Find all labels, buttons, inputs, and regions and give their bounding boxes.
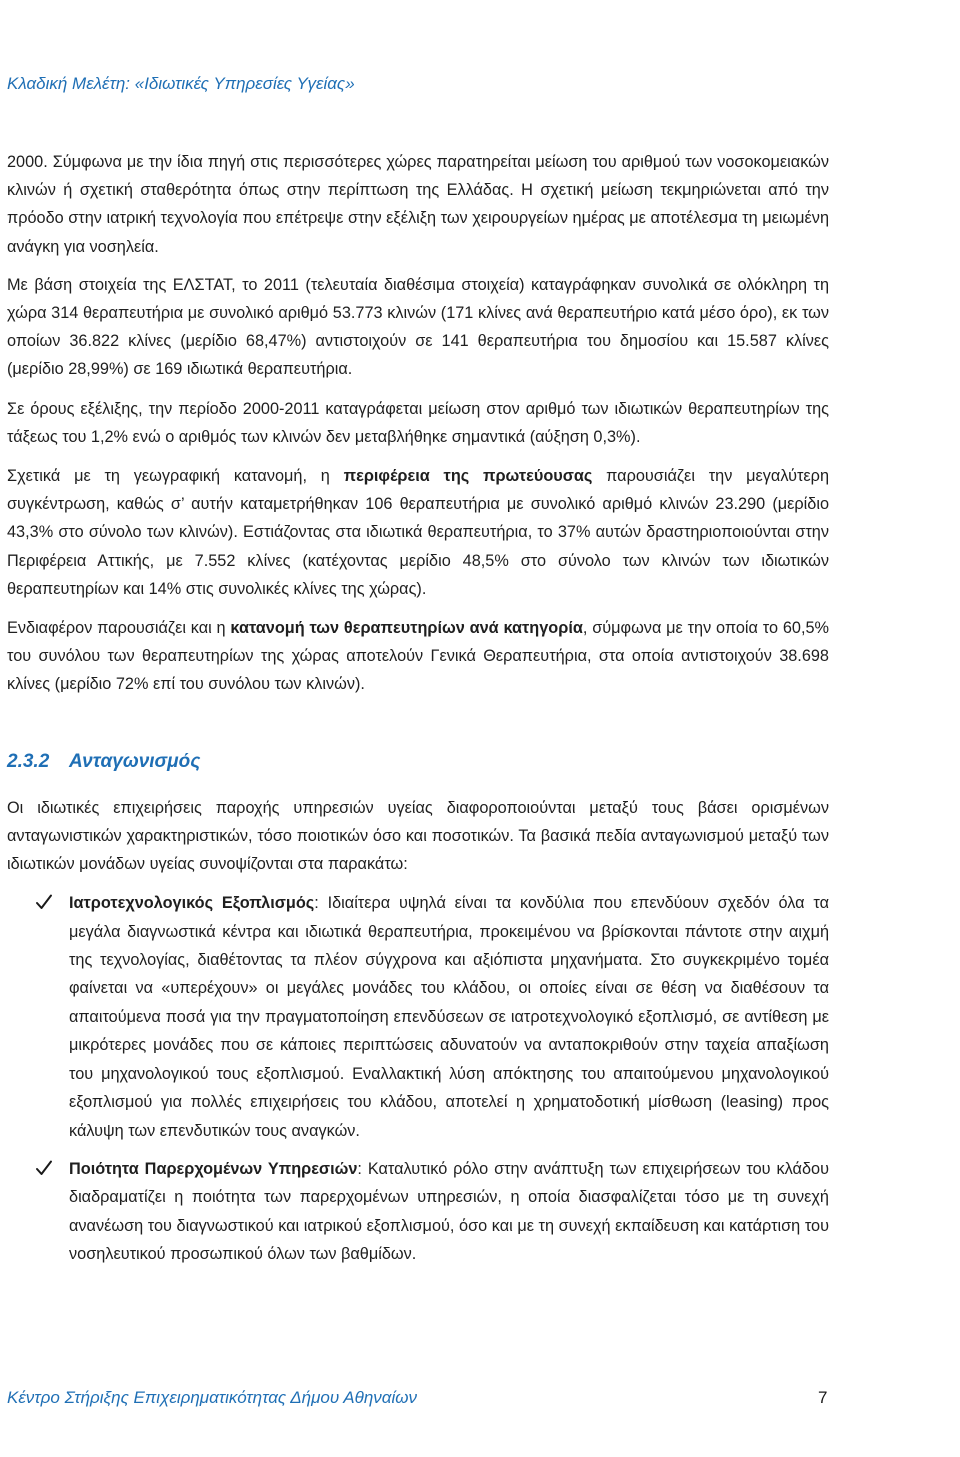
emphasis-category-distribution: κατανομή των θεραπευτηρίων ανά κατηγορία	[230, 619, 583, 638]
paragraph-geographic-distribution	[7, 462, 829, 603]
paragraph-evolution-2000-2011: Σε όρους εξέλιξης, την περίοδο 2000-2011 καταγράφεται μείωση στον αριθμό των ιδιωτικών θεραπευτηρίων της τάξεως του 1,2% ενώ ο αριθμός των κλινών δεν μεταβλήθηκε σημαντικά (αύξηση 0,3%).	[7, 399, 829, 446]
section-title: Ανταγωνισμός	[69, 750, 201, 772]
section-number: 2.3.2	[7, 750, 50, 772]
emphasis-capital-region: περιφέρεια της πρωτεύουσας	[343, 467, 593, 486]
running-header: Κλαδική Μελέτη: «Ιδιωτικές Υπηρεσίες Υγείας»	[7, 74, 355, 93]
section-intro-paragraph: Οι ιδιωτικές επιχειρήσεις παροχής υπηρεσιών υγείας διαφοροποιούνται μεταξύ τους βάσει ορισμένων ανταγωνιστικών χαρακτηριστικών, τόσο ποιοτικών όσο και ποσοτικών. Τα βασικά πεδία ανταγωνισμού μεταξύ των ιδιωτικών μονάδων υγείας συνοψίζονται στα παρακάτω:	[7, 798, 829, 874]
running-footer: Κέντρο Στήριξης Επιχειρηματικότητας Δήμου Αθηναίων	[7, 1388, 418, 1407]
bullet-text: : Καταλυτικό ρόλο στην ανάπτυξη των επιχειρήσεων του κλάδου διαδραματίζει η ποιότητα των παρερχομένων υπηρεσιών, η οποία διασφαλίζεται τόσο με τη συνεχή ανανέωση του διαγνωστικού και ιατρικού εξοπλισμού, όσο και με τη συνεχή εκπαίδευση και κατάρτιση του νοσηλευτικού προσωπικού όλων των βαθμίδων.	[69, 1159, 829, 1264]
competition-fields-list	[7, 889, 829, 1268]
paragraph-text: Ενδιαφέρον παρουσιάζει και η	[7, 619, 231, 638]
paragraph-text: Σχετικά με τη γεωγραφική κατανομή, η	[7, 467, 344, 486]
list-item	[7, 1155, 829, 1269]
paragraph-text: , σύμφωνα με την οποία το 60,5% του συνόλου των θεραπευτηρίων της χώρας αποτελούν Γενικά Θεραπευτήρια, στα οποία αντιστοιχούν 38.698 κλίνες (μερίδιο 72% επί του συνόλου των κλινών).	[7, 619, 829, 694]
checkmark-icon	[35, 1159, 53, 1177]
paragraph-text: παρουσιάζει την μεγαλύτερη συγκέντρωση, καθώς σ’ αυτήν καταμετρήθηκαν 106 θεραπευτήρια με συνολικό αριθμό κλινών 23.290 (μερίδιο 43,3% στο σύνολο των κλινών). Εστιάζοντας στα ιδιωτικά θεραπευτήρια, το 37% αυτών δραστηριοποιούνται στην Περιφέρεια Αττικής, με 7.552 κλίνες (κατέχοντας μερίδιο 48,5% στο σύνολο των κλινών των ιδιωτικών θεραπευτηρίων και 14% στις συνολικές κλίνες της χώρας).	[7, 467, 830, 598]
paragraph-category-distribution	[7, 614, 829, 699]
list-item	[7, 889, 829, 1145]
bullet-text: : Ιδιαίτερα υψηλά είναι τα κονδύλια που επενδύουν σχεδόν όλα τα μεγάλα διαγνωστικά κέντρα και ιδιωτικά θεραπευτήρια, προκειμένου να βρίσκονται πάντοτε στην αιχμή της τεχνολογίας, διαθέτοντας τα πλέον σύγχρονα και αξιόπιστα μηχανήματα. Στο συγκεκριμένο τομέα φαίνεται να «υπερέχουν» οι μεγάλες μονάδες του κλάδου, οι οποίες είναι σε θέση να διαθέσουν τα απαιτούμενα ποσά για την πραγματοποίηση επενδύσεων σε ιατροτεχνολογικό εξοπλισμό, σε αντίθεση με μικρότερες μονάδες που σε κάποιες περιπτώσεις αδυνατούν να ανταποκριθούν στην ταχεία απαξίωση του μηχανολογικού τους εξοπλισμού. Εναλλακτική λύση απόκτησης του απαιτούμενου μηχανολογικού εξοπλισμού για πολλές επιχειρήσεις του κλάδου, αποτελεί η χρηματοδοτική μίσθωση (leasing) προς κάλυψη των επενδυτικών τους αναγκών.	[69, 894, 829, 1140]
page-number: 7	[818, 1388, 828, 1407]
bullet-term: Ιατροτεχνολογικός Εξοπλισμός	[69, 894, 315, 913]
body-text	[7, 148, 829, 1279]
checkmark-icon	[35, 893, 53, 911]
section-heading	[7, 750, 829, 774]
paragraph-hospital-beds-trend: 2000. Σύμφωνα με την ίδια πηγή στις περισσότερες χώρες παρατηρείται μείωση του αριθμού των νοσοκομειακών κλινών ή σχετική σταθερότητα όπως στην περίπτωση της Ελλάδας. Η σχετική μείωση τεκμηριώνεται από την πρόοδο στην ιατρική τεχνολογία που επέτρεψε στην εξέλιξη των χειρουργείων ημέρας με αποτέλεσμα τη μειωμένη ανάγκη για νοσηλεία.	[7, 153, 829, 256]
paragraph-elstat-statistics: Με βάση στοιχεία της ΕΛΣΤΑΤ, το 2011 (τελευταία διαθέσιμα στοιχεία) καταγράφηκαν συνολικά σε ολόκληρη τη χώρα 314 θεραπευτήρια με συνολικό αριθμό 53.773 κλινών (171 κλίνες ανά θεραπευτήριο κατά μέσο όρο), εκ των οποίων 36.822 κλίνες (μερίδιο 68,47%) αντιστοιχούν σε 141 θεραπευτήρια του δημοσίου και 15.587 κλίνες (μερίδιο 28,99%) σε 169 ιδιωτικά θεραπευτήρια.	[7, 275, 829, 379]
bullet-term: Ποιότητα Παρερχομένων Υπηρεσιών	[69, 1159, 358, 1178]
